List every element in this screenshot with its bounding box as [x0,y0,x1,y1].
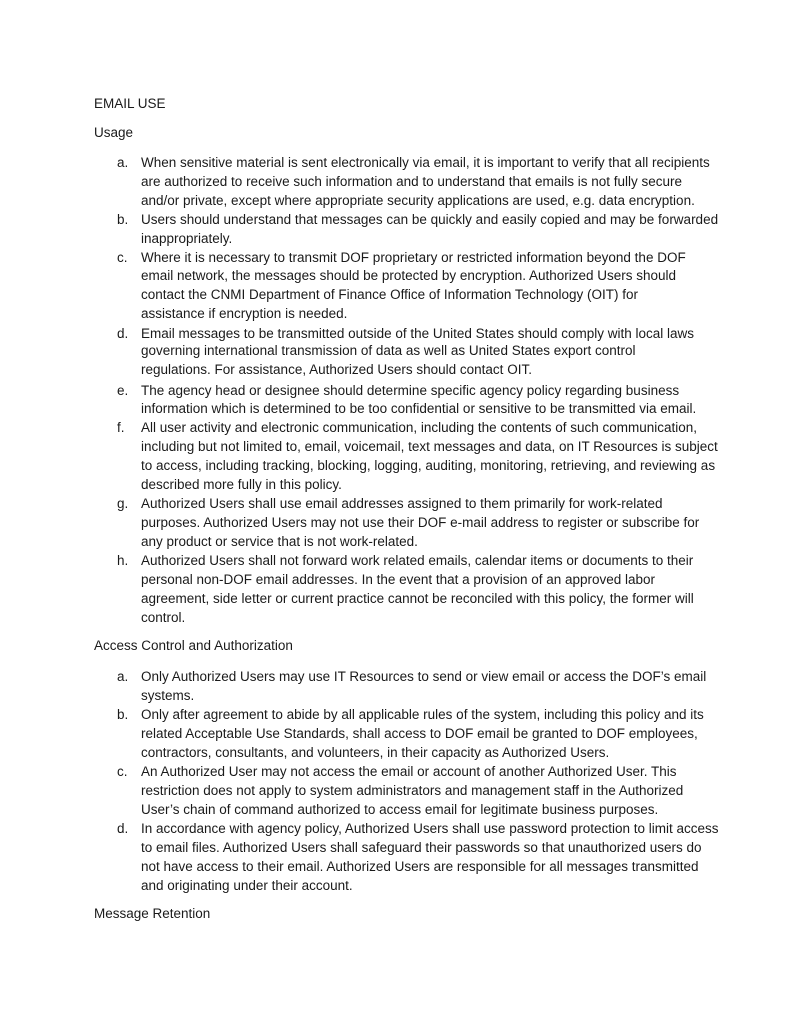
item-line: not have access to their email. Authorized Users are responsible for all messages transmitted [141,859,699,874]
item-line: related Acceptable Use Standards, shall access to DOF email be granted to DOF employees, [141,726,698,741]
item-line: and originating under their account. [141,878,353,893]
list-marker: d. [117,821,129,836]
list-marker: e. [117,383,129,398]
list-marker: f. [117,420,125,435]
item-line: User’s chain of command authorized to access email for legitimate business purposes. [141,802,659,817]
item-line: An Authorized User may not access the email or account of another Authorized User. This [141,764,677,779]
item-line: The agency head or designee should determine specific agency policy regarding business [141,383,680,398]
item-line: Authorized Users shall not forward work related emails, calendar items or documents to their [141,553,694,568]
section-heading-access-control: Access Control and Authorization [94,638,293,653]
list-marker: d. [117,326,129,341]
item-line: any product or service that is not work-related. [141,534,418,549]
section-heading-usage: Usage [94,125,134,140]
item-line: and/or private, except where appropriate security applications are used, e.g. data encryption. [141,193,695,208]
item-line: email network, the messages should be protected by encryption. Authorized Users should [141,268,677,283]
list-marker: a. [117,155,129,170]
document-title: EMAIL USE [94,96,166,111]
item-line: Where it is necessary to transmit DOF proprietary or restricted information beyond the DOF [141,250,686,265]
item-line: control. [141,610,186,625]
item-line: Authorized Users shall use email addresses assigned to them primarily for work-related [141,496,663,511]
list-marker: c. [117,764,128,779]
section-heading-message-retention: Message Retention [94,906,211,921]
list-marker: h. [117,553,129,568]
item-line: contractors, consultants, and volunteers, in their capacity as Authorized Users. [141,745,610,760]
item-line: Users should understand that messages can be quickly and easily copied and may be forwarded [141,212,719,227]
item-line: In accordance with agency policy, Authorized Users shall use password protection to limit access [141,821,719,836]
item-line: including but not limited to, email, voicemail, text messages and data, on IT Resources is subject [141,439,718,454]
item-line: All user activity and electronic communication, including the contents of such communication, [141,420,698,435]
list-marker: g. [117,496,129,511]
item-line: described more fully in this policy. [141,477,342,492]
item-line: Only Authorized Users may use IT Resources to send or view email or access the DOF’s email [141,669,707,684]
list-marker: b. [117,212,129,227]
item-line: purposes. Authorized Users may not use their DOF e-mail address to register or subscribe for [141,515,700,530]
item-line: are authorized to receive such information and to understand that emails is not fully secure [141,174,683,189]
item-line: assistance if encryption is needed. [141,306,348,321]
item-line: systems. [141,688,195,703]
item-line: regulations. For assistance, Authorized Users should contact OIT. [141,362,532,377]
item-line: Only after agreement to abide by all applicable rules of the system, including this policy and its [141,707,704,722]
item-line: contact the CNMI Department of Finance Office of Information Technology (OIT) for [141,287,638,302]
list-marker: c. [117,250,128,265]
item-line: Email messages to be transmitted outside of the United States should comply with local laws [141,326,695,341]
item-line: to email files. Authorized Users shall safeguard their passwords so that unauthorized users do [141,840,702,855]
list-marker: a. [117,669,129,684]
item-line: When sensitive material is sent electronically via email, it is important to verify that all recipients [141,155,710,170]
item-line: information which is determined to be too confidential or sensitive to be transmitted via email. [141,401,697,416]
item-line: governing international transmission of data as well as United States export control [141,343,636,358]
item-line: inappropriately. [141,231,233,246]
item-line: personal non-DOF email addresses. In the event that a provision of an approved labor [141,572,656,587]
list-marker: b. [117,707,129,722]
item-line: restriction does not apply to system administrators and management staff in the Authorized [141,783,684,798]
item-line: to access, including tracking, blocking, logging, auditing, monitoring, retrieving, and reviewing as [141,458,716,473]
item-line: agreement, side letter or current practice cannot be reconciled with this policy, the former will [141,591,694,606]
